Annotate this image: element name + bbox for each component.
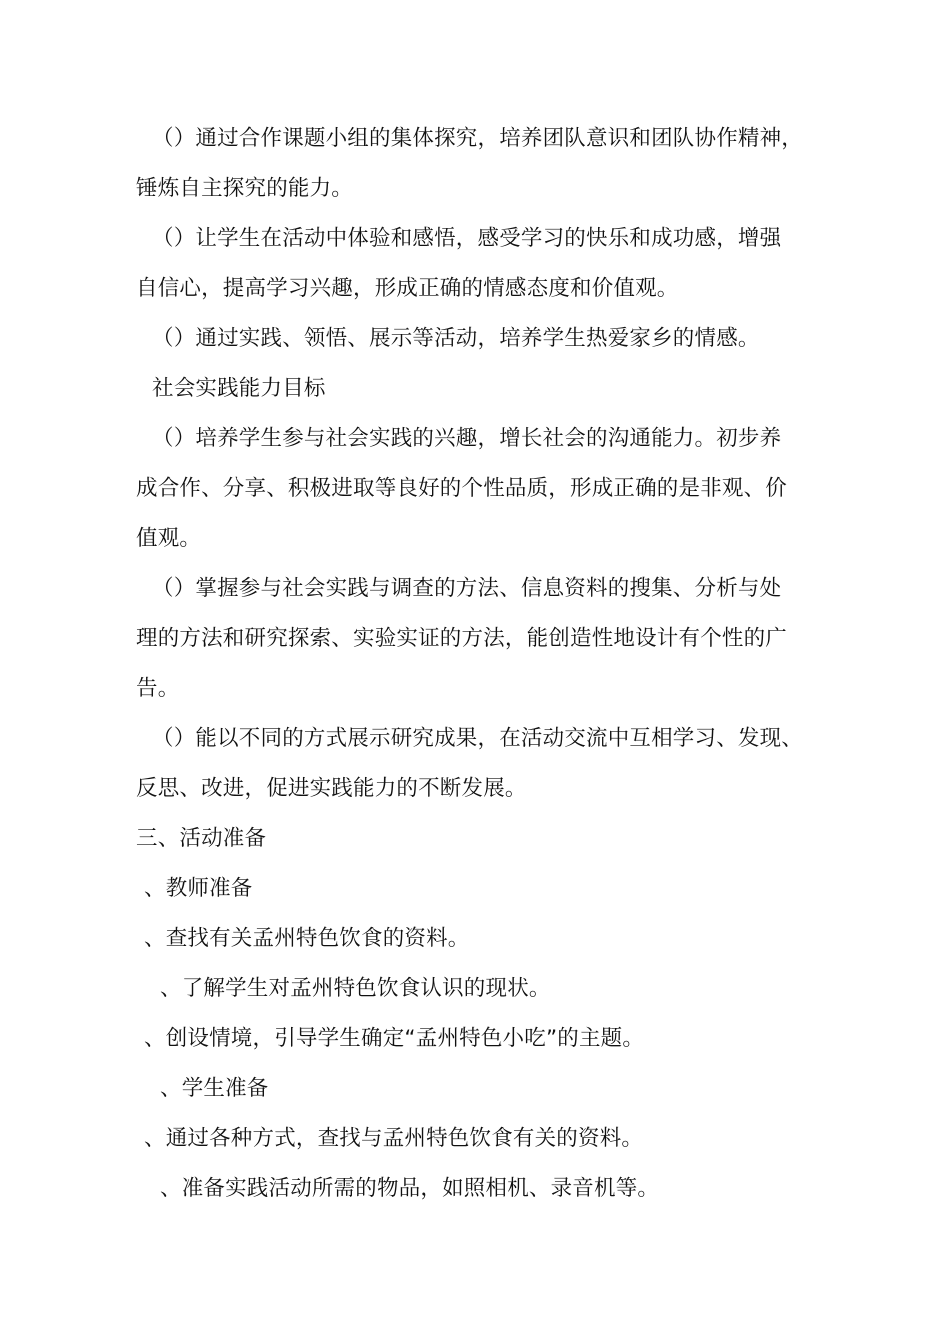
list-item: 、查找有关孟州特色饮食的资料。 [144, 926, 470, 951]
paragraph-line: 反思、改进，促进实践能力的不断发展。 [136, 776, 527, 801]
list-item: 、了解学生对孟州特色饮食认识的现状。 [160, 976, 551, 1001]
paragraph-line: （）通过合作课题小组的集体探究，培养团队意识和团队协作精神， [152, 126, 804, 151]
list-item: 、创设情境，引导学生确定“孟州特色小吃”的主题。 [144, 1026, 645, 1051]
paragraph-line: （）让学生在活动中体验和感悟，感受学习的快乐和成功感，增强 [152, 226, 782, 251]
paragraph-line: （）通过实践、领悟、展示等活动，培养学生热爱家乡的情感。 [152, 326, 760, 351]
subsection-heading: 、学生准备 [160, 1076, 269, 1101]
paragraph-line: 成合作、分享、积极进取等良好的个性品质，形成正确的是非观、价 [136, 476, 788, 501]
list-item: 、通过各种方式，查找与孟州特色饮食有关的资料。 [144, 1126, 644, 1151]
paragraph-line: 自信心，提高学习兴趣，形成正确的情感态度和价值观。 [136, 276, 679, 301]
paragraph-line: （）培养学生参与社会实践的兴趣，增长社会的沟通能力。初步养 [152, 426, 782, 451]
section-heading: 社会实践能力目标 [152, 376, 326, 401]
paragraph-line: （）能以不同的方式展示研究成果，在活动交流中互相学习、发现、 [152, 726, 804, 751]
list-item: 、准备实践活动所需的物品，如照相机、录音机等。 [160, 1176, 660, 1201]
paragraph-line: 锤炼自主探究的能力。 [136, 176, 354, 201]
paragraph-line: 理的方法和研究探索、实验实证的方法，能创造性地设计有个性的广 [136, 626, 788, 651]
subsection-heading: 、教师准备 [144, 876, 253, 901]
paragraph-line: 值观。 [136, 526, 202, 551]
section-heading: 三、活动准备 [136, 826, 267, 851]
paragraph-line: （）掌握参与社会实践与调查的方法、信息资料的搜集、分析与处 [152, 576, 782, 601]
paragraph-line: 告。 [136, 676, 180, 701]
